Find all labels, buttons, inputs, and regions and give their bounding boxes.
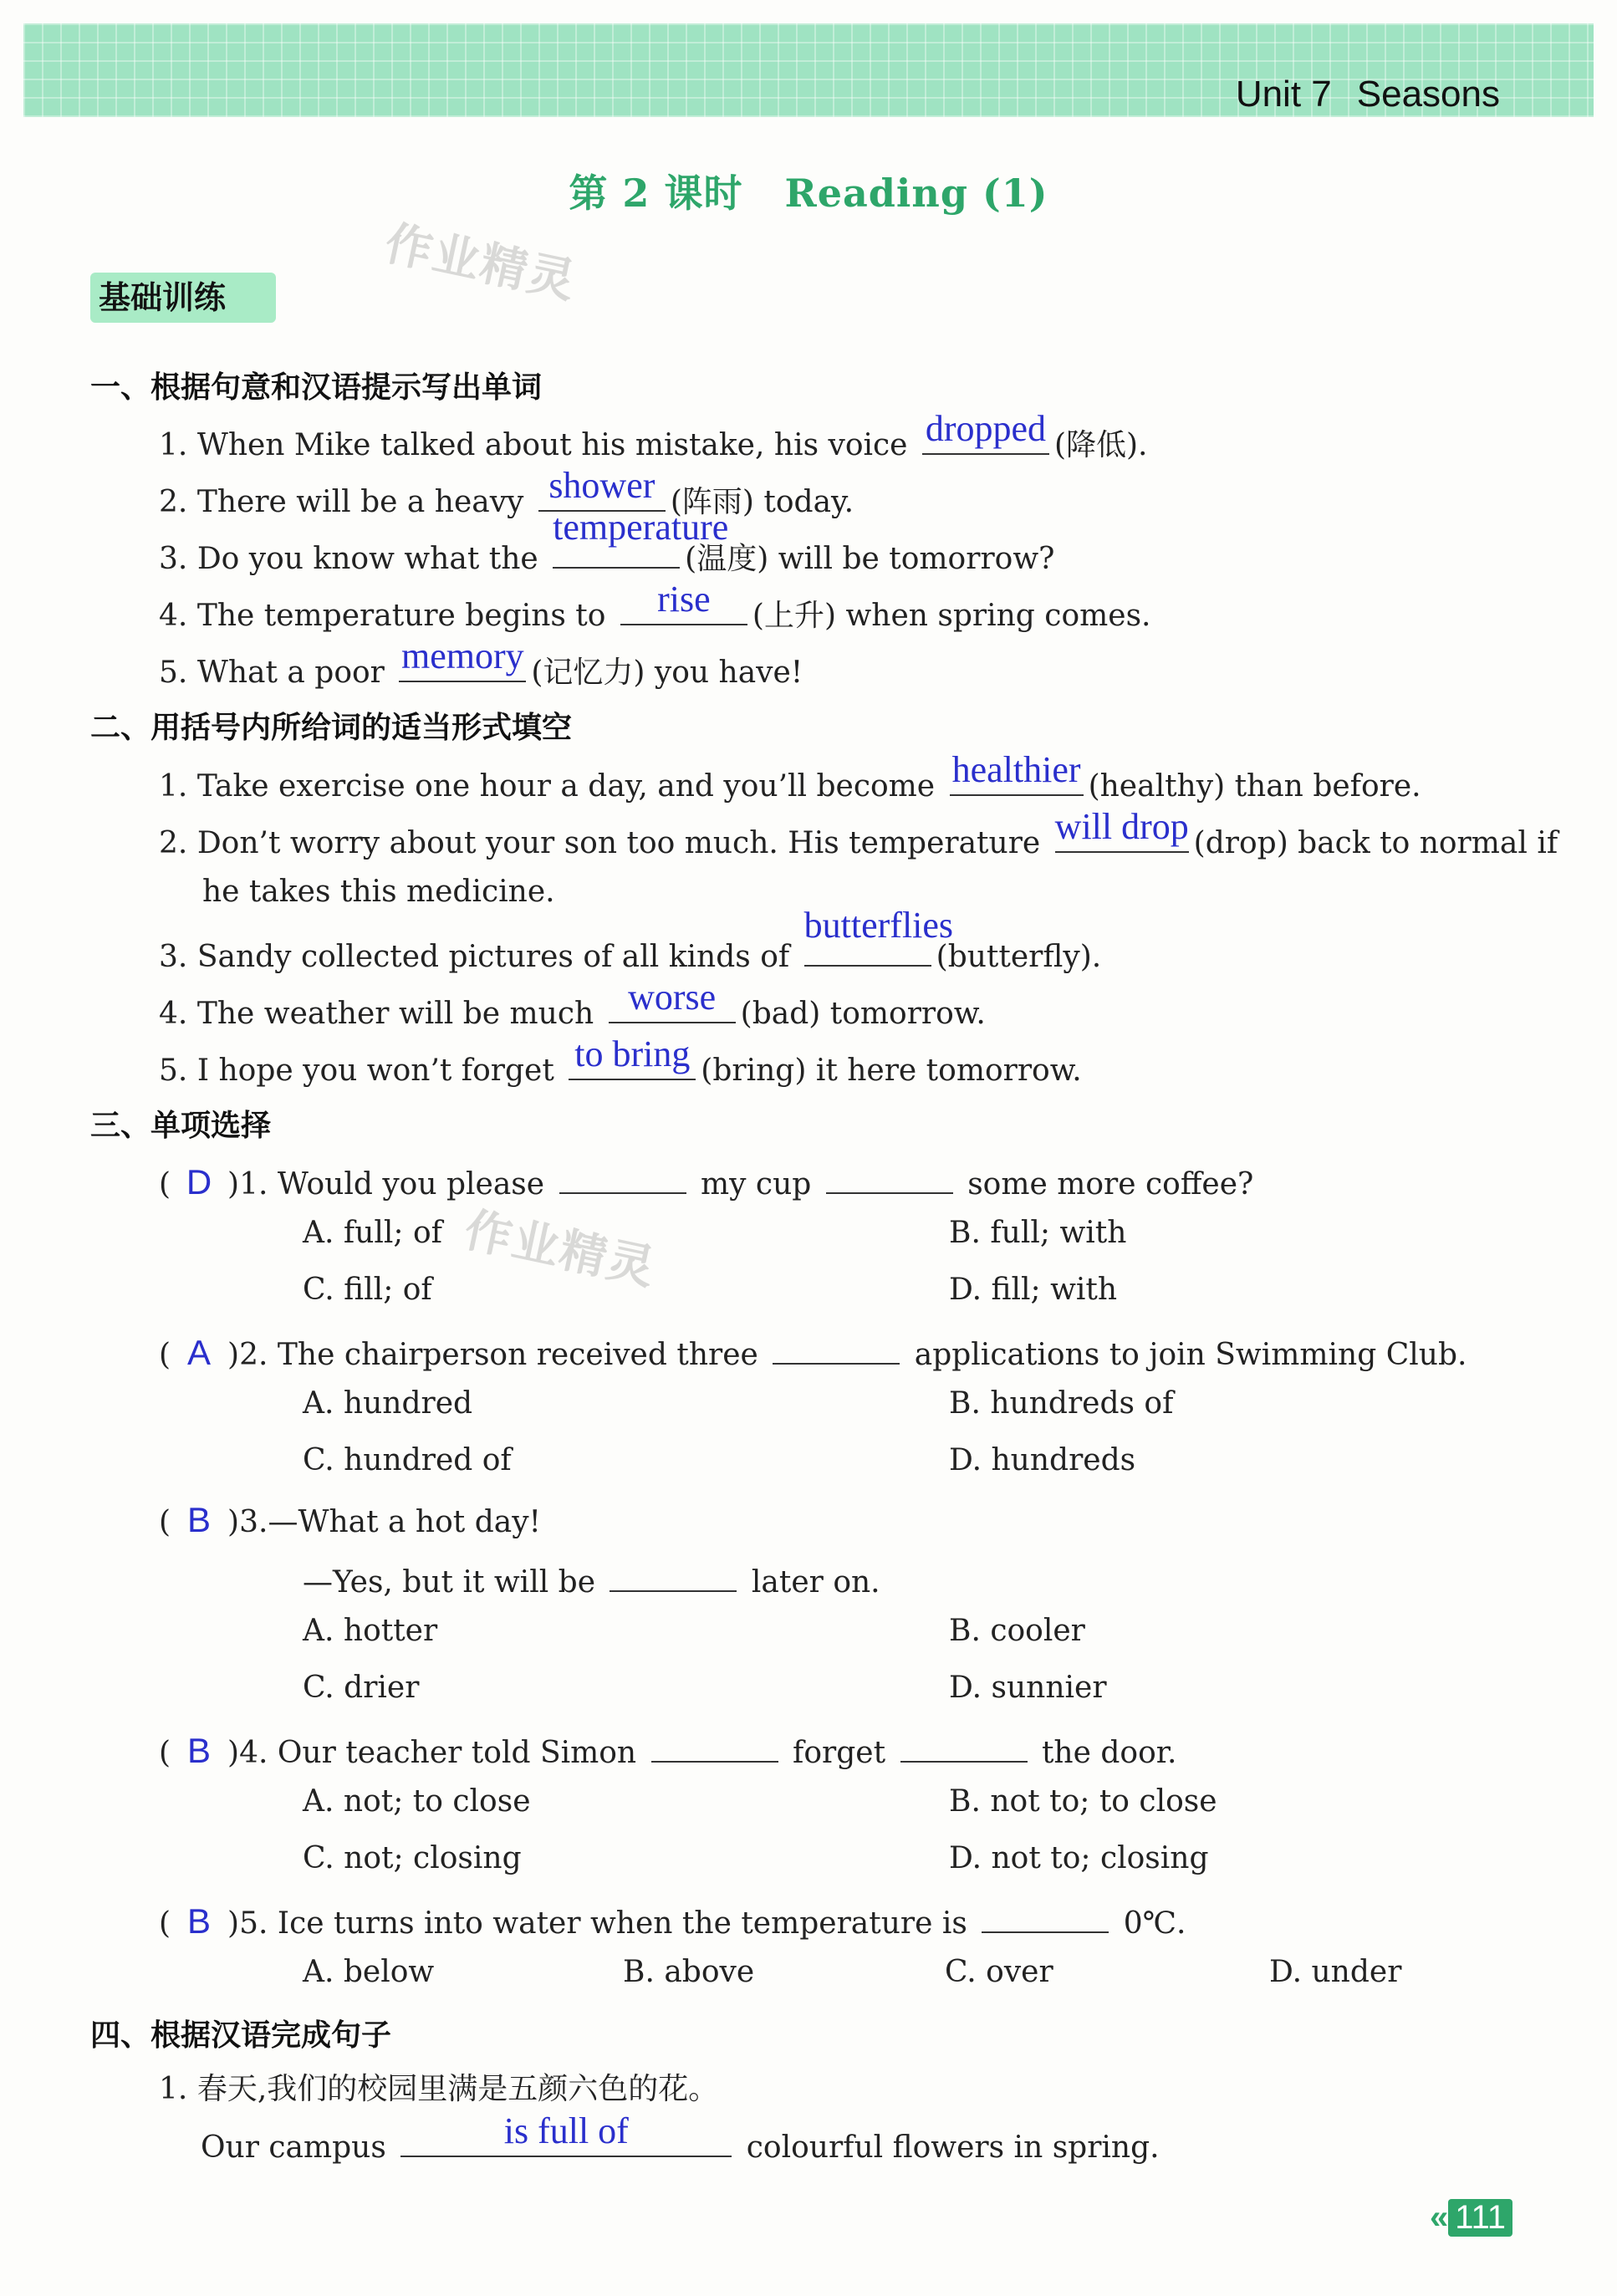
unit-topic: Seasons (1356, 74, 1500, 115)
option-d[interactable]: D. under (1269, 1955, 1402, 1989)
mc-question-3: ( B )3.—What a hot day! (159, 1500, 542, 1539)
basic-training-badge: 基础训练 (90, 273, 276, 323)
option-d[interactable]: D. fill; with (949, 1273, 1118, 1307)
answer-blank[interactable]: temperature (553, 533, 680, 569)
s2-item-4: 4. The weather will be much worse (bad) tomorrow. (159, 977, 986, 1031)
section-4-title: 四、根据汉语完成句子 (90, 2018, 392, 2053)
lesson-number: 第 2 课时 (569, 171, 743, 216)
mc-question-5: ( B )5. Ice turns into water when the temperature is 0℃. (159, 1898, 1186, 1941)
page-number: « 111 (1430, 2199, 1512, 2237)
watermark: 作业精灵 (459, 1202, 661, 1297)
answer-blank[interactable]: dropped (922, 420, 1049, 455)
s1-item-4: 4. The temperature begins to rise (上升) when spring comes. (159, 579, 1151, 633)
answer-blank[interactable]: rise (620, 590, 747, 625)
chevron-left-icon: « (1430, 2199, 1449, 2236)
option-b[interactable]: B. full; with (949, 1216, 1127, 1250)
mc-answer[interactable]: B (187, 1731, 212, 1770)
option-a[interactable]: A. below (303, 1955, 435, 1989)
answer-blank[interactable]: memory (399, 647, 526, 682)
unit-number: Unit 7 (1235, 74, 1332, 115)
option-d[interactable]: D. hundreds (949, 1443, 1136, 1477)
s4-item-1: Our campus is full of colourful flowers in spring. (201, 2110, 1160, 2165)
mc-question-2: ( A )2. The chairperson received three applications to join Swimming Club. (159, 1329, 1467, 1373)
option-a[interactable]: A. hundred (303, 1386, 473, 1421)
option-b[interactable]: B. hundreds of (949, 1386, 1174, 1421)
mc-question-4: ( B )4. Our teacher told Simon forget the door. (159, 1727, 1176, 1771)
option-a[interactable]: A. hotter (303, 1614, 438, 1648)
mc-answer[interactable]: D (186, 1162, 212, 1202)
unit-label (1236, 74, 1500, 115)
option-a[interactable]: A. full; of (303, 1216, 442, 1250)
option-b[interactable]: B. not to; to close (949, 1784, 1217, 1819)
section-1-title: 一、根据句意和汉语提示写出单词 (90, 370, 543, 405)
watermark: 作业精灵 (380, 216, 582, 310)
answer-blank[interactable]: to bring (569, 1045, 696, 1080)
lesson-name: Reading (1) (784, 171, 1048, 216)
mc-question-3-line-2: —Yes, but it will be later on. (303, 1557, 880, 1600)
option-d[interactable]: D. not to; closing (949, 1841, 1209, 1875)
mc-answer[interactable]: A (187, 1333, 212, 1372)
answer-blank[interactable] (651, 1727, 778, 1763)
option-c[interactable]: C. not; closing (303, 1841, 522, 1875)
s1-item-5: 5. What a poor memory (记忆力) you have! (159, 635, 803, 690)
option-d[interactable]: D. sunnier (949, 1671, 1107, 1705)
answer-blank[interactable]: healthier (950, 761, 1084, 796)
s2-item-5: 5. I hope you won’t forget to bring (bring) it here tomorrow. (159, 1033, 1082, 1088)
answer-blank[interactable]: worse (609, 988, 736, 1023)
answer-blank[interactable] (826, 1159, 953, 1194)
answer-blank[interactable]: is full of (400, 2122, 732, 2157)
option-b[interactable]: B. above (623, 1955, 755, 1989)
answer-blank[interactable] (900, 1727, 1028, 1763)
s4-item-1-chinese: 1. 春天,我们的校园里满是五颜六色的花。 (159, 2072, 719, 2106)
answer-blank[interactable]: will drop (1055, 818, 1189, 853)
s1-item-3: 3. Do you know what the temperature (温度) will be tomorrow? (159, 507, 1055, 576)
section-2-title: 二、用括号内所给词的适当形式填空 (90, 711, 573, 745)
mc-answer[interactable]: B (187, 1901, 212, 1941)
option-c[interactable]: C. drier (303, 1671, 420, 1705)
lesson-title (0, 163, 1617, 218)
option-c[interactable]: C. hundred of (303, 1443, 512, 1477)
section-3-title: 三、单项选择 (90, 1109, 272, 1143)
mc-question-1: ( D )1. Would you please my cup some more coffee? (159, 1159, 1253, 1202)
mc-answer[interactable]: B (187, 1500, 212, 1539)
answer-blank[interactable] (610, 1557, 737, 1592)
s2-item-2-continued: he takes this medicine. (202, 875, 555, 909)
answer-blank[interactable] (559, 1159, 686, 1194)
s1-item-1: 1. When Mike talked about his mistake, his voice dropped (降低). (159, 408, 1148, 462)
s2-item-2: 2. Don’t worry about your son too much. His temperature will drop (drop) back to normal if (159, 806, 1558, 860)
s2-item-3: 3. Sandy collected pictures of all kinds of butterflies (butterfly). (159, 905, 1102, 974)
s2-item-1: 1. Take exercise one hour a day, and you’ll become healthier (healthy) than before. (159, 749, 1421, 804)
answer-blank[interactable] (982, 1898, 1109, 1933)
option-c[interactable]: C. fill; of (303, 1273, 432, 1307)
option-a[interactable]: A. not; to close (303, 1784, 531, 1819)
answer-blank[interactable]: shower (538, 477, 666, 512)
option-b[interactable]: B. cooler (949, 1614, 1085, 1648)
option-c[interactable]: C. over (945, 1955, 1053, 1989)
answer-blank[interactable] (773, 1329, 900, 1365)
answer-blank[interactable]: butterflies (804, 931, 931, 967)
s1-item-2: 2. There will be a heavy shower (阵雨) today. (159, 465, 854, 519)
